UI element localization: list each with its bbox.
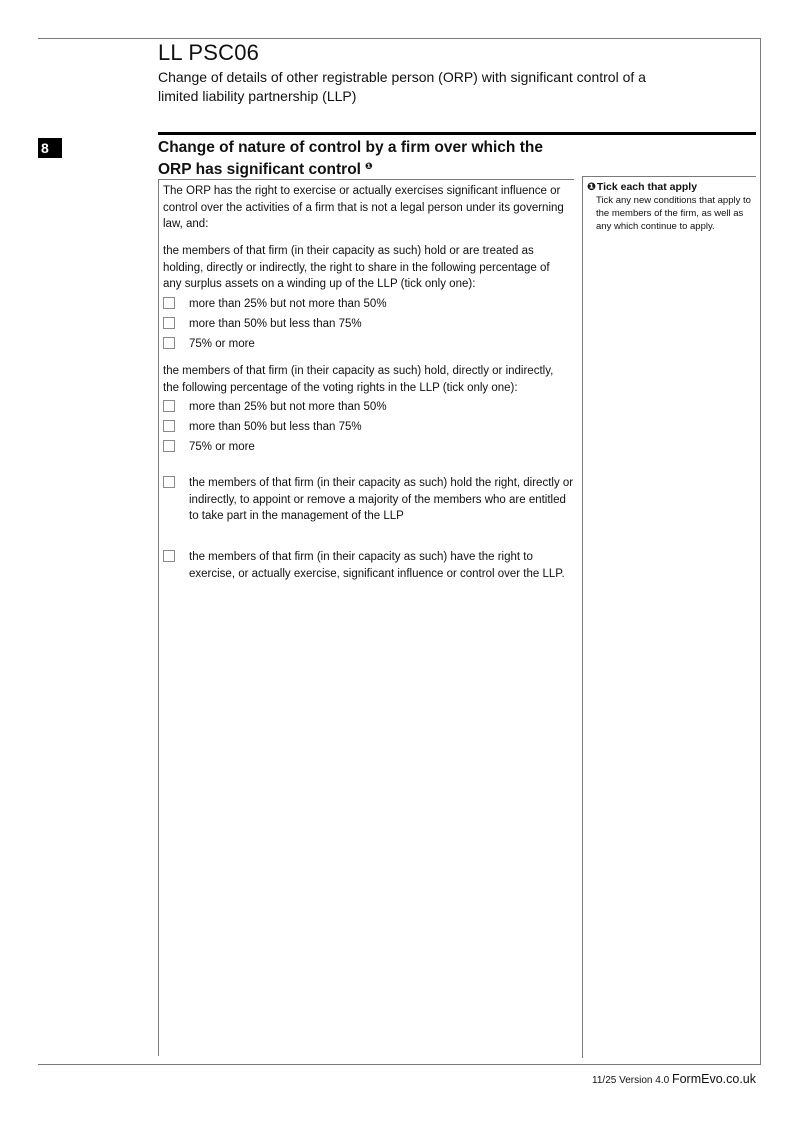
page-top-rule	[38, 38, 761, 39]
guidance-title-text: Tick each that apply	[596, 181, 698, 193]
form-title: Change of details of other registrable person (ORP) with significant control of a limited liability partnership (LLP)	[158, 69, 646, 104]
intro-paragraph: The ORP has the right to exercise or actually exercises significant influence or control over the activities of a firm that is not a legal person under its governing law, and:	[163, 185, 564, 230]
note-marker-icon: ❶	[364, 161, 373, 171]
section-number: 8	[38, 138, 62, 158]
guidance-text: Tick any new conditions that apply to the members of the firm, as well as any which continue to apply.	[596, 195, 751, 232]
assets-checkbox-50-75[interactable]	[163, 317, 175, 329]
content-right-rule	[582, 176, 583, 1058]
content-top-rule	[158, 179, 574, 180]
assets-option-label: more than 50% but less than 75%	[189, 318, 362, 330]
footer-brand: FormEvo.co.uk	[671, 1072, 756, 1086]
page-right-rule	[760, 38, 761, 1064]
guidance-title	[587, 181, 757, 194]
info-marker-icon: ❶	[587, 181, 596, 193]
page-bottom-rule	[38, 1064, 761, 1065]
appoint-remove-checkbox[interactable]	[163, 476, 175, 488]
assets-statement: the members of that firm (in their capacity as such) hold or are treated as holding, directly or indirectly, the right to share in the following percentage of any surplus assets on a winding up of the LLP (tick only one):	[163, 245, 550, 290]
appoint-remove-label: the members of that firm (in their capacity as such) hold the right, directly or indirectly, to appoint or remove a majority of the members who are entitled to take part in the management of the LLP	[189, 477, 574, 522]
assets-checkbox-75-plus[interactable]	[163, 337, 175, 349]
assets-option-label: more than 25% but not more than 50%	[189, 298, 387, 310]
voting-option-label: 75% or more	[189, 441, 255, 453]
section-rule	[158, 132, 756, 135]
voting-option-label: more than 50% but less than 75%	[189, 421, 362, 433]
influence-control-checkbox[interactable]	[163, 550, 175, 562]
section-heading-text: Change of nature of control by a firm over which the ORP has significant control	[158, 139, 543, 178]
assets-checkbox-25-50[interactable]	[163, 297, 175, 309]
influence-control-label: the members of that firm (in their capacity as such) have the right to exercise, or actually exercise, significant influence or control over the LLP.	[189, 551, 565, 580]
voting-checkbox-25-50[interactable]	[163, 400, 175, 412]
guidance-top-rule	[582, 176, 756, 177]
section-heading	[158, 138, 578, 179]
assets-option-label: 75% or more	[189, 338, 255, 350]
voting-option-label: more than 25% but not more than 50%	[189, 401, 387, 413]
voting-statement: the members of that firm (in their capacity as such) hold, directly or indirectly, the following percentage of the voting rights in the LLP (tick only one):	[163, 365, 554, 394]
footer-version	[592, 1072, 756, 1086]
content-left-rule	[158, 179, 159, 1056]
voting-checkbox-50-75[interactable]	[163, 420, 175, 432]
voting-checkbox-75-plus[interactable]	[163, 440, 175, 452]
footer-version-text: 11/25 Version 4.0	[592, 1075, 670, 1086]
form-code: LL PSC06	[158, 40, 260, 65]
